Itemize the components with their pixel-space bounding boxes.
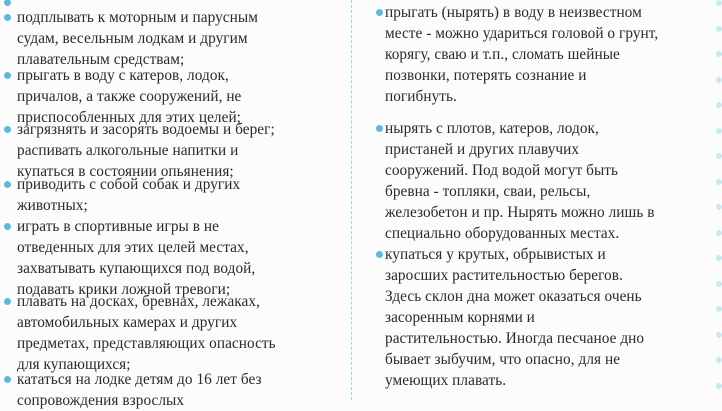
- decorative-dot-icon: [716, 77, 722, 83]
- bullet-icon: [4, 0, 11, 6]
- list-item-text-line: заросших растительностью берегов.: [385, 267, 623, 284]
- list-item-text-line: подплывать к моторным и парусным: [17, 9, 258, 26]
- decorative-dot-icon: [716, 51, 722, 57]
- decorative-dot-icon: [716, 128, 722, 134]
- bullet-icon: [4, 298, 11, 305]
- list-item-text-line: судам, весельным лодкам и другим: [17, 30, 248, 47]
- decorative-dot-icon: [716, 357, 722, 363]
- list-item: [0, 174, 350, 216]
- list-item-text-line: умеющих плавать.: [385, 372, 507, 389]
- list-item-text-line: отведенных для этих целей местах,: [17, 239, 249, 256]
- list-item-text-line: Здесь склон дна может оказаться очень: [385, 288, 642, 305]
- list-item-text-line: кататься на лодке детям до 16 лет без: [17, 371, 262, 388]
- decorative-dot-icon: [716, 230, 722, 236]
- list-item-text-line: предметах, представляющих опасность: [17, 335, 276, 352]
- decorative-dot-icon: [716, 0, 722, 6]
- list-item-text-line: прыгать в воду с катеров, лодок,: [17, 67, 229, 84]
- list-item: [0, 119, 350, 182]
- list-item-text-line: железобетон и пр. Нырять можно лишь в: [385, 204, 655, 221]
- decorative-dot-icon: [716, 26, 722, 32]
- list-item: [355, 244, 722, 391]
- list-item-text-line: пристаней и других плавучих: [385, 141, 580, 158]
- list-item-text-line: животных;: [17, 197, 88, 214]
- bullet-icon: [4, 376, 11, 383]
- list-item-text-line: бывает зыбучим, что опасно, для не: [385, 351, 621, 368]
- list-item-text-line: загрязнять и засорять водоемы и берег;: [17, 121, 275, 138]
- list-item-text-line: играть в спортивные игры в не: [17, 218, 219, 235]
- bullet-icon: [4, 72, 11, 79]
- bullet-icon: [376, 9, 383, 16]
- list-item-text-line: купаться в состоянии опьянения;: [17, 163, 234, 180]
- bullet-icon: [376, 125, 383, 132]
- bullet-icon: [4, 223, 11, 230]
- list-item: [0, 291, 350, 375]
- list-item-text-line: корягу, сваю и т.п., сломать шейные: [385, 46, 620, 63]
- decorative-dot-icon: [716, 179, 722, 185]
- list-item-text-line: купаться у крутых, обрывистых и: [385, 246, 606, 263]
- list-item: [0, 216, 350, 300]
- list-item-text-line: специально оборудованных местах.: [385, 225, 620, 242]
- decorative-dot-icon: [716, 255, 722, 261]
- bullet-icon: [4, 181, 11, 188]
- bullet-icon: [376, 251, 383, 258]
- list-item-text-line: приспособленных для этих целей;: [17, 109, 241, 126]
- list-item-text-line: месте - можно удариться головой о грунт,: [385, 25, 659, 42]
- list-item-text-line: распивать алкогольные напитки и: [17, 142, 239, 159]
- list-item-text-line: причалов, а также сооружений, не: [17, 88, 242, 105]
- list-item-text-line: захватывать купающихся под водой,: [17, 260, 256, 277]
- list-item-text-line: для купающихся;: [17, 356, 131, 373]
- list-item-text-line: подавать крики ложной тревоги;: [17, 281, 231, 298]
- list-item-text-line: позвонки, потерять сознание и: [385, 67, 587, 84]
- bullet-icon: [4, 126, 11, 133]
- list-item: [0, 369, 350, 411]
- list-item: [0, 7, 350, 70]
- decorative-dot-icon: [716, 102, 722, 108]
- bullet-icon: [4, 14, 11, 21]
- list-item-text-line: погибнуть.: [385, 88, 457, 105]
- list-item-text-line: плавать на досках, бревнах, лежаках,: [17, 293, 260, 310]
- list-item-text-line: плавательным средствам;: [17, 51, 185, 68]
- decorative-dot-icon: [716, 281, 722, 287]
- column-divider: [351, 0, 352, 400]
- decorative-dot-icon: [716, 332, 722, 338]
- decorative-dot-icon: [716, 383, 722, 389]
- list-item: [355, 118, 722, 244]
- list-item-text-line: сопровождения взрослых: [17, 392, 185, 409]
- decorative-dot-icon: [716, 153, 722, 159]
- list-item-text-line: приводить с собой собак и других: [17, 176, 241, 193]
- list-item-text-line: растительностью. Иногда песчаное дно: [385, 330, 645, 347]
- list-item-text-line: прыгать (нырять) в воду в неизвестном: [385, 4, 642, 21]
- list-item-text-line: автомобильных камерах и других: [17, 314, 238, 331]
- list-item-text-line: сооружений. Под водой могут быть: [385, 162, 619, 179]
- list-item: [355, 2, 722, 107]
- decorative-dot-icon: [716, 204, 722, 210]
- list-item-text-line: нырять с плотов, катеров, лодок,: [385, 120, 599, 137]
- list-item-text-line: бревна - топляки, сваи, рельсы,: [385, 183, 591, 200]
- decorative-dot-icon: [716, 306, 722, 312]
- list-item-text-line: засоренным корнями и: [385, 309, 535, 326]
